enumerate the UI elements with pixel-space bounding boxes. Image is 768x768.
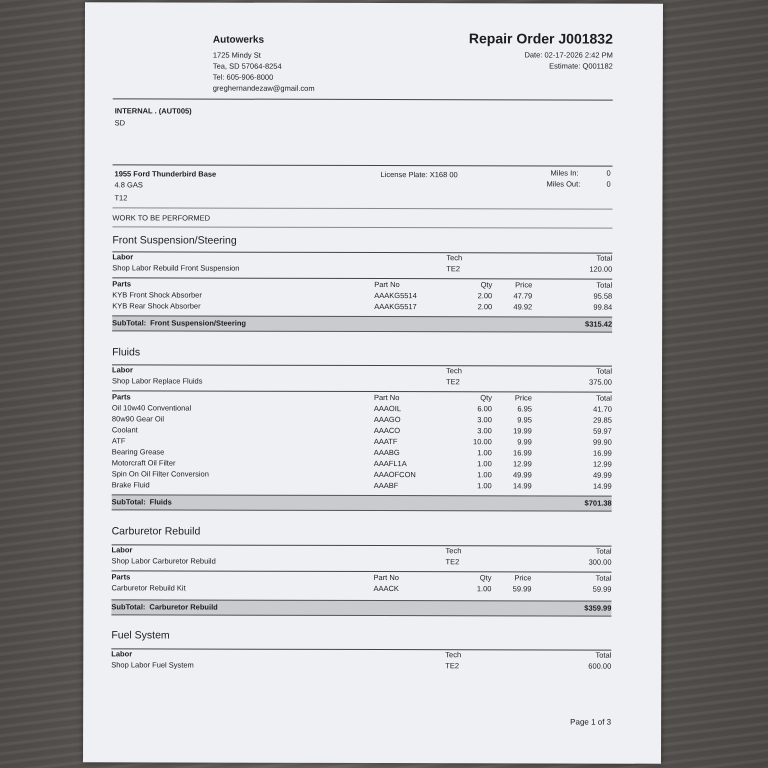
tech-header: Tech — [446, 253, 463, 263]
table-row: KYB Front Shock Absorber AAAKG5514 2.00 47.79 95.58 — [112, 290, 613, 301]
table-row: 80w90 Gear Oil AAAGO 3.00 9.95 29.85 — [111, 414, 612, 425]
section-title: Fuel System — [111, 629, 170, 642]
repair-order-page — [83, 2, 663, 764]
labor-total: 120.00 — [589, 264, 613, 274]
qty-header: Qty — [480, 280, 493, 290]
vehicle-engine: 4.8 GAS — [114, 180, 143, 190]
customer-state: SD — [114, 118, 126, 128]
shop-name: Autowerks — [212, 34, 265, 46]
vehicle-code: T12 — [114, 193, 128, 203]
table-row: Carburetor Rebuild Kit AAACK 1.00 59.99 59.99 — [111, 583, 612, 594]
labor-row — [112, 262, 612, 274]
subtotal-value: $315.42 — [585, 319, 613, 329]
subtotal-row — [112, 315, 612, 332]
parts-header: Parts — [112, 279, 132, 289]
section-title: Front Suspension/Steering — [112, 234, 237, 247]
customer-name: INTERNAL . (AUT005) — [114, 106, 192, 116]
part-no-header: Part No — [374, 280, 400, 290]
work-to-be-performed-label: WORK TO BE PERFORMED — [112, 213, 211, 223]
table-row: ATF AAATF 10.00 9.99 99.90 — [111, 436, 612, 447]
divider — [112, 226, 612, 228]
labor-header: Labor — [112, 252, 134, 262]
table-row: Spin On Oil Filter Conversion AAAOFCON 1.00 49.99 49.99 — [111, 469, 612, 480]
shop-email: greghernandezaw@gmail.com — [212, 83, 315, 93]
repair-order-title: Repair Order J001832 — [468, 30, 613, 47]
labor-row: Shop Labor Fuel System TE2 600.00 — [111, 660, 612, 671]
section-title: Carburetor Rebuild — [111, 525, 201, 538]
price-header: Price — [515, 280, 533, 290]
subtotal-row: SubTotal: Carburetor Rebuild $359.99 — [111, 599, 611, 616]
subtotal-row: SubTotal: Fluids $701.38 — [112, 494, 612, 511]
labor-tech: TE2 — [446, 264, 461, 274]
subtotal-name: Front Suspension/Steering — [150, 318, 247, 328]
divider — [113, 98, 613, 100]
labor-row: Shop Labor Replace Fluids TE2 375.00 — [111, 376, 613, 387]
labor-row: Shop Labor Carburetor Rebuild TE2 300.00 — [111, 556, 612, 567]
divider — [113, 164, 613, 166]
labor-header-row: Labor Tech Total — [111, 649, 612, 660]
labor-header-row: Labor Tech Total — [112, 365, 613, 376]
table-row: Motorcraft Oil Filter AAAFL1A 1.00 12.99 12.99 — [111, 458, 612, 469]
miles-out-label: Miles Out: — [546, 179, 581, 189]
miles-in-label: Miles In: — [550, 168, 579, 178]
labor-desc: Shop Labor Rebuild Front Suspension — [112, 263, 240, 273]
parts-header-row: Parts Part No Qty Price Total — [111, 392, 612, 403]
subtotal-label: SubTotal: — [112, 318, 147, 328]
table-row: Coolant AAACO 3.00 19.99 59.97 — [111, 425, 612, 436]
section-carburetor — [111, 544, 611, 616]
divider — [112, 207, 612, 209]
table-row: Brake Fluid AAABF 1.00 14.99 14.99 — [111, 480, 612, 491]
section-title: Fluids — [112, 346, 141, 359]
miles-out-value: 0 — [606, 179, 611, 189]
section-front-suspension — [112, 251, 612, 332]
order-date: Date: 02-17-2026 2:42 PM — [524, 50, 613, 60]
total-header: Total — [596, 253, 613, 263]
shop-address-line2: Tea, SD 57064-8254 — [212, 61, 282, 71]
shop-address-line1: 1725 Mindy St — [212, 50, 261, 60]
license-plate: License Plate: X168 00 — [380, 170, 458, 180]
table-row: Oil 10w40 Conventional AAAOIL 6.00 6.95 41.70 — [111, 403, 612, 414]
vehicle-model: 1955 Ford Thunderbird Base — [114, 169, 217, 179]
labor-header-row: Labor Tech Total — [111, 545, 612, 556]
total-header: Total — [596, 280, 613, 290]
miles-in-value: 0 — [606, 168, 611, 178]
table-row: KYB Rear Shock Absorber AAAKG5517 2.00 49.92 99.84 — [112, 301, 613, 312]
section-fuel-system — [111, 648, 611, 671]
section-fluids — [112, 364, 612, 511]
order-estimate: Estimate: Q001182 — [549, 61, 613, 71]
shop-phone: Tel: 605-906-8000 — [212, 72, 274, 82]
parts-header-row: Parts Part No Qty Price Total — [111, 572, 612, 583]
table-row: Bearing Grease AAABG 1.00 16.99 16.99 — [111, 447, 612, 458]
page-number: Page 1 of 3 — [570, 717, 612, 727]
